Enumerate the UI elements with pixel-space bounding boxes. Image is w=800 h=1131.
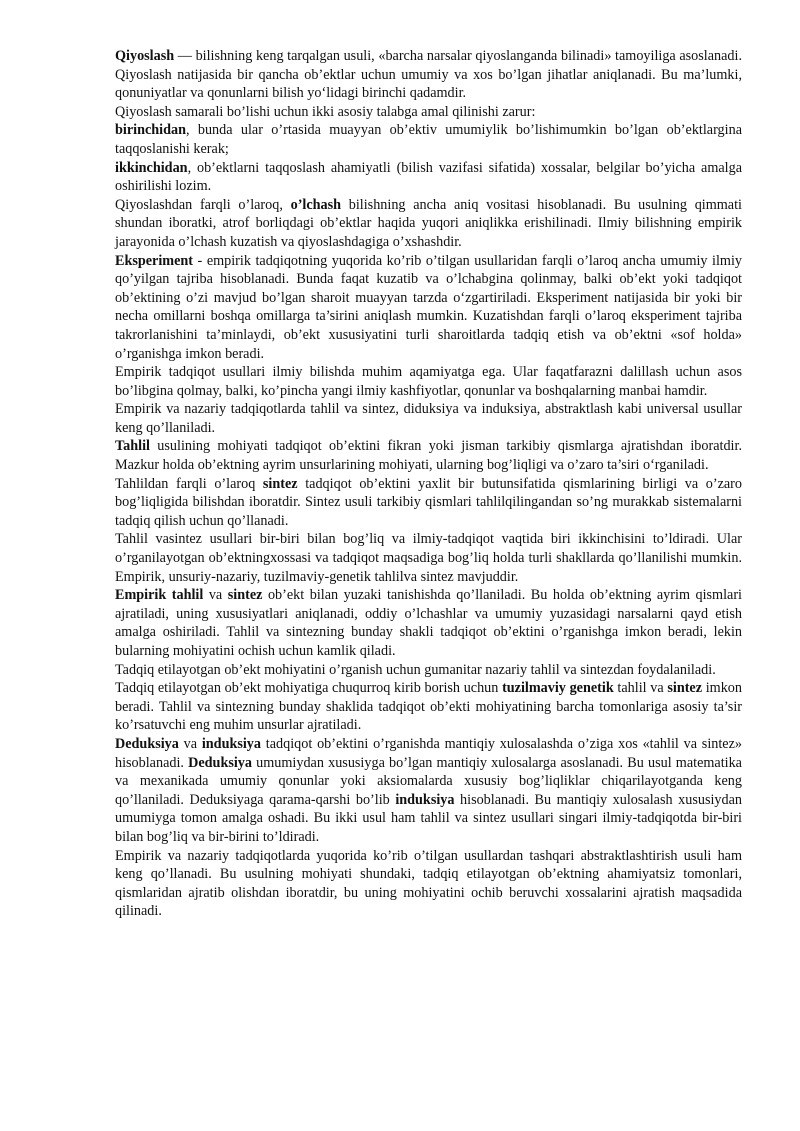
text-run: va: [178, 735, 202, 752]
paragraph-10: [115, 475, 742, 531]
text-run: Empirik va nazariy tadqiqotlarda yuqorida ko’rib o’tilgan usullardan tashqari abstraktlashtirish usuli ham keng qo’llanadi. Bu usulning mohiyati shundaki, tadqiq etilayotgan ob’ektning ahamiyatsiz tomonlari, qismlaridan ajratib olishdan iboratdir, bu uning mohiyatini ochib beruvchi xossalarini ajratish maqsadida qilinadi.: [115, 847, 742, 920]
bold-term: Deduksiya: [188, 754, 252, 771]
paragraph-16: [115, 847, 742, 921]
text-run: Tahlil vasintez usullari bir-biri bilan bog’liq va ilmiy-tadqiqot vaqtida biri ikkinchisini to’ldiradi. Ular o’rganilayotgan ob’ektningxossasi va tadqiqot maqsadiga bog’liq holda turli shakllarda qo’llanilishi mumkin. Empirik, unsuriy-nazariy, tuzilmaviy-genetik tahlilva sintez mavjuddir.: [115, 531, 742, 585]
text-run: va: [203, 587, 228, 604]
text-run: ob’ekt bilan yuzaki tanishishda qo’llaniladi. Bu holda ob’ektning ayrim qismlari ajratiladi, uning xususiyatlari aniqlanadi, oddiy o’lchashlar va umumiy yuzasidagi narsalarni qayd etish amalga oshiriladi. Tahlil va sintezning bunday shakli tadqiqot ob’ektini o’rganishga imkon beradi, lekin bularning mohiyatini ochish uchun kamlik qiladi.: [115, 587, 742, 659]
text-run: Qiyoslashdan farqli o’laroq,: [115, 196, 291, 213]
bold-term: Qiyoslash: [115, 48, 175, 64]
text-run: tahlil va: [613, 680, 668, 697]
text-run: , ob’ektlarni taqqoslash ahamiyatli (bilish vazifasi sifatida) xossalar, belgilar bo’yicha amalga oshirilishi lozim.: [115, 159, 742, 195]
text-run: Empirik tadqiqot usullari ilmiy bilishda muhim aqamiyatga ega. Ular faqatfarazni dalillash uchun asos bo’libgina qolmay, balki, ko’pincha yangi ilmiy kashfiyotlar, qonunlar va boshqalarning manbai hamdir.: [115, 364, 742, 399]
paragraph-11: [115, 530, 742, 586]
text-run: hisoblanadi. Bu mantiqiy xulosalash xususiydan umumiyga tomon amalga oshadi. Bu ikki usul ham tahlil va sintez usullari singari ilmiy-tadqiqotda bir-biri bilan bog’liq va bir-birini to’ldiradi.: [115, 791, 742, 845]
paragraph-6: [115, 252, 742, 364]
text-run: imkon beradi. Tahlil va sintezning bunday shaklida tadqiqot ob’ekti mohiyatining barcha tomonlariga asosiy ta’sir ko’rsatuvchi eng muhim unsurlar ajratiladi.: [115, 680, 742, 734]
paragraph-13: [115, 661, 742, 680]
text-run: Tadqiq etilayotgan ob’ekt mohiyatini o’rganish uchun gumanitar nazariy tahlil va sintezdan foydalaniladi.: [115, 661, 716, 678]
text-run: Tahlildan farqli o’laroq: [115, 475, 263, 492]
paragraph-8: [115, 400, 742, 437]
bold-term: birinchidan: [115, 122, 186, 139]
bold-term: sintez: [667, 680, 703, 697]
bold-term: induksiya: [395, 791, 455, 808]
paragraph-15: [115, 735, 742, 847]
text-run: — bilishning keng tarqalgan usuli, «barcha narsalar qiyoslanganda bilinadi» tamoyiliga asoslanadi. Qiyoslash natijasida bir qancha ob’ektlar uchun umumiy va xos bo’lgan jihatlar aniqlanadi. Bu ma’lumki, qonuniyatlar va qonunlarni bilish yo‘lidagi birinchi qadamdir.: [115, 48, 742, 102]
bold-term: Tahlil: [115, 438, 150, 455]
paragraph-9: [115, 437, 742, 474]
text-run: bilishning ancha aniq vositasi hisoblanadi. Bu usulning qimmati shundan iboratki, atrof borliqdagi ob’ektlar haqida yuqori aniqlikka erishilinadi. Ilmiy bilishning empirik jarayonida o’lchash kuzatish va qiyoslashdagiga o’xshashdir.: [115, 196, 742, 250]
text-run: - empirik tadqiqotning yuqorida ko’rib o’tilgan usullaridan farqli o’laroq ancha umumiy ilmiy qo’yilgan tajriba hisoblanadi. Bunda faqat kuzatib va o’lchabgina qolinmay, balki ob’ekt yoki tadqiqot ob’ektining o’zi mavjud bo’lgan sharoit muayyan tarzda o‘zgartiriladi. Eksperiment natijasida bir yoki bir necha omillarni boshqa omillarga ta’sirini aniqlash mumkin. Kuzatishdan farqli o’laroq eksperiment tajriba takrorlanishini ta’minlaydi, ob’ekt xususiyatini turli sharoitlarda tadqiq etish va ob’ektni «sof holda» o’rganishga imkon beradi.: [115, 252, 742, 362]
paragraph-7: [115, 363, 742, 400]
paragraph-3: [115, 121, 742, 158]
text-run: , bunda ular o’rtasida muayyan ob’ektiv umumiylik bo’lishimumkin bo’lgan ob’ektlargina taqqoslanishi kerak;: [115, 122, 742, 157]
bold-term: Eksperiment: [115, 252, 194, 269]
text-run: Qiyoslash samarali bo’lishi uchun ikki asosiy talabga amal qilinishi zarur:: [115, 103, 536, 120]
bold-term: sintez: [227, 587, 263, 604]
bold-term: ikkinchidan: [115, 159, 188, 176]
bold-term: sintez: [262, 475, 298, 492]
text-run: tadqiqot ob’ektini o’rganishda mantiqiy xulosalashda o’ziga xos «tahlil va sintez» hisoblanadi.: [115, 735, 742, 771]
bold-term: induksiya: [201, 735, 261, 752]
bold-term: o’lchash: [290, 196, 342, 213]
text-run: Empirik va nazariy tadqiqotlarda tahlil va sintez, diduksiya va induksiya, abstraktlash kabi universal usullar keng qo’llaniladi.: [115, 401, 742, 436]
bold-term: tuzilmaviy genetik: [502, 680, 614, 697]
text-run: usulining mohiyati tadqiqot ob’ektini fikran yoki jisman tarkibiy qismlarga ajratishdan iboratdir. Mazkur holda ob’ektning ayrim unsurlarining mohiyati, ularning bog’liqligi va o’zaro ta’siri o‘rganiladi.: [115, 438, 742, 474]
paragraph-12: [115, 586, 742, 660]
text-run: Tadqiq etilayotgan ob’ekt mohiyatiga chuqurroq kirib borish uchun: [115, 680, 503, 697]
text-run: umumiydan xususiyga bo’lgan mantiqiy xulosalarga asoslanadi. Bu usul matematika va mexanikada umumiy qonunlar yoki aksiomalarda xususiy bog’liqliklar chiqarilayotganda keng qo’llaniladi. Deduksiyaga qarama-qarshi bo’lib: [115, 754, 742, 808]
paragraph-5: [115, 196, 742, 252]
bold-term: Deduksiya: [115, 735, 179, 752]
paragraph-14: [115, 679, 742, 735]
text-run: tadqiqot ob’ektini yaxlit bir butunsifatida qismlarining birligi va o’zaro bog’liqligida bilishdan iboratdir. Sintez usuli tarkibiy qismlari tahlilqilingandan so’ng murakkab sistemalarni tadqiq qilish uchun qo’llanadi.: [115, 475, 742, 529]
text-body: [115, 47, 742, 921]
paragraph-1: [115, 47, 742, 103]
paragraph-4: [115, 159, 742, 196]
bold-term: Empirik tahlil: [115, 587, 204, 604]
paragraph-2: [115, 103, 742, 122]
